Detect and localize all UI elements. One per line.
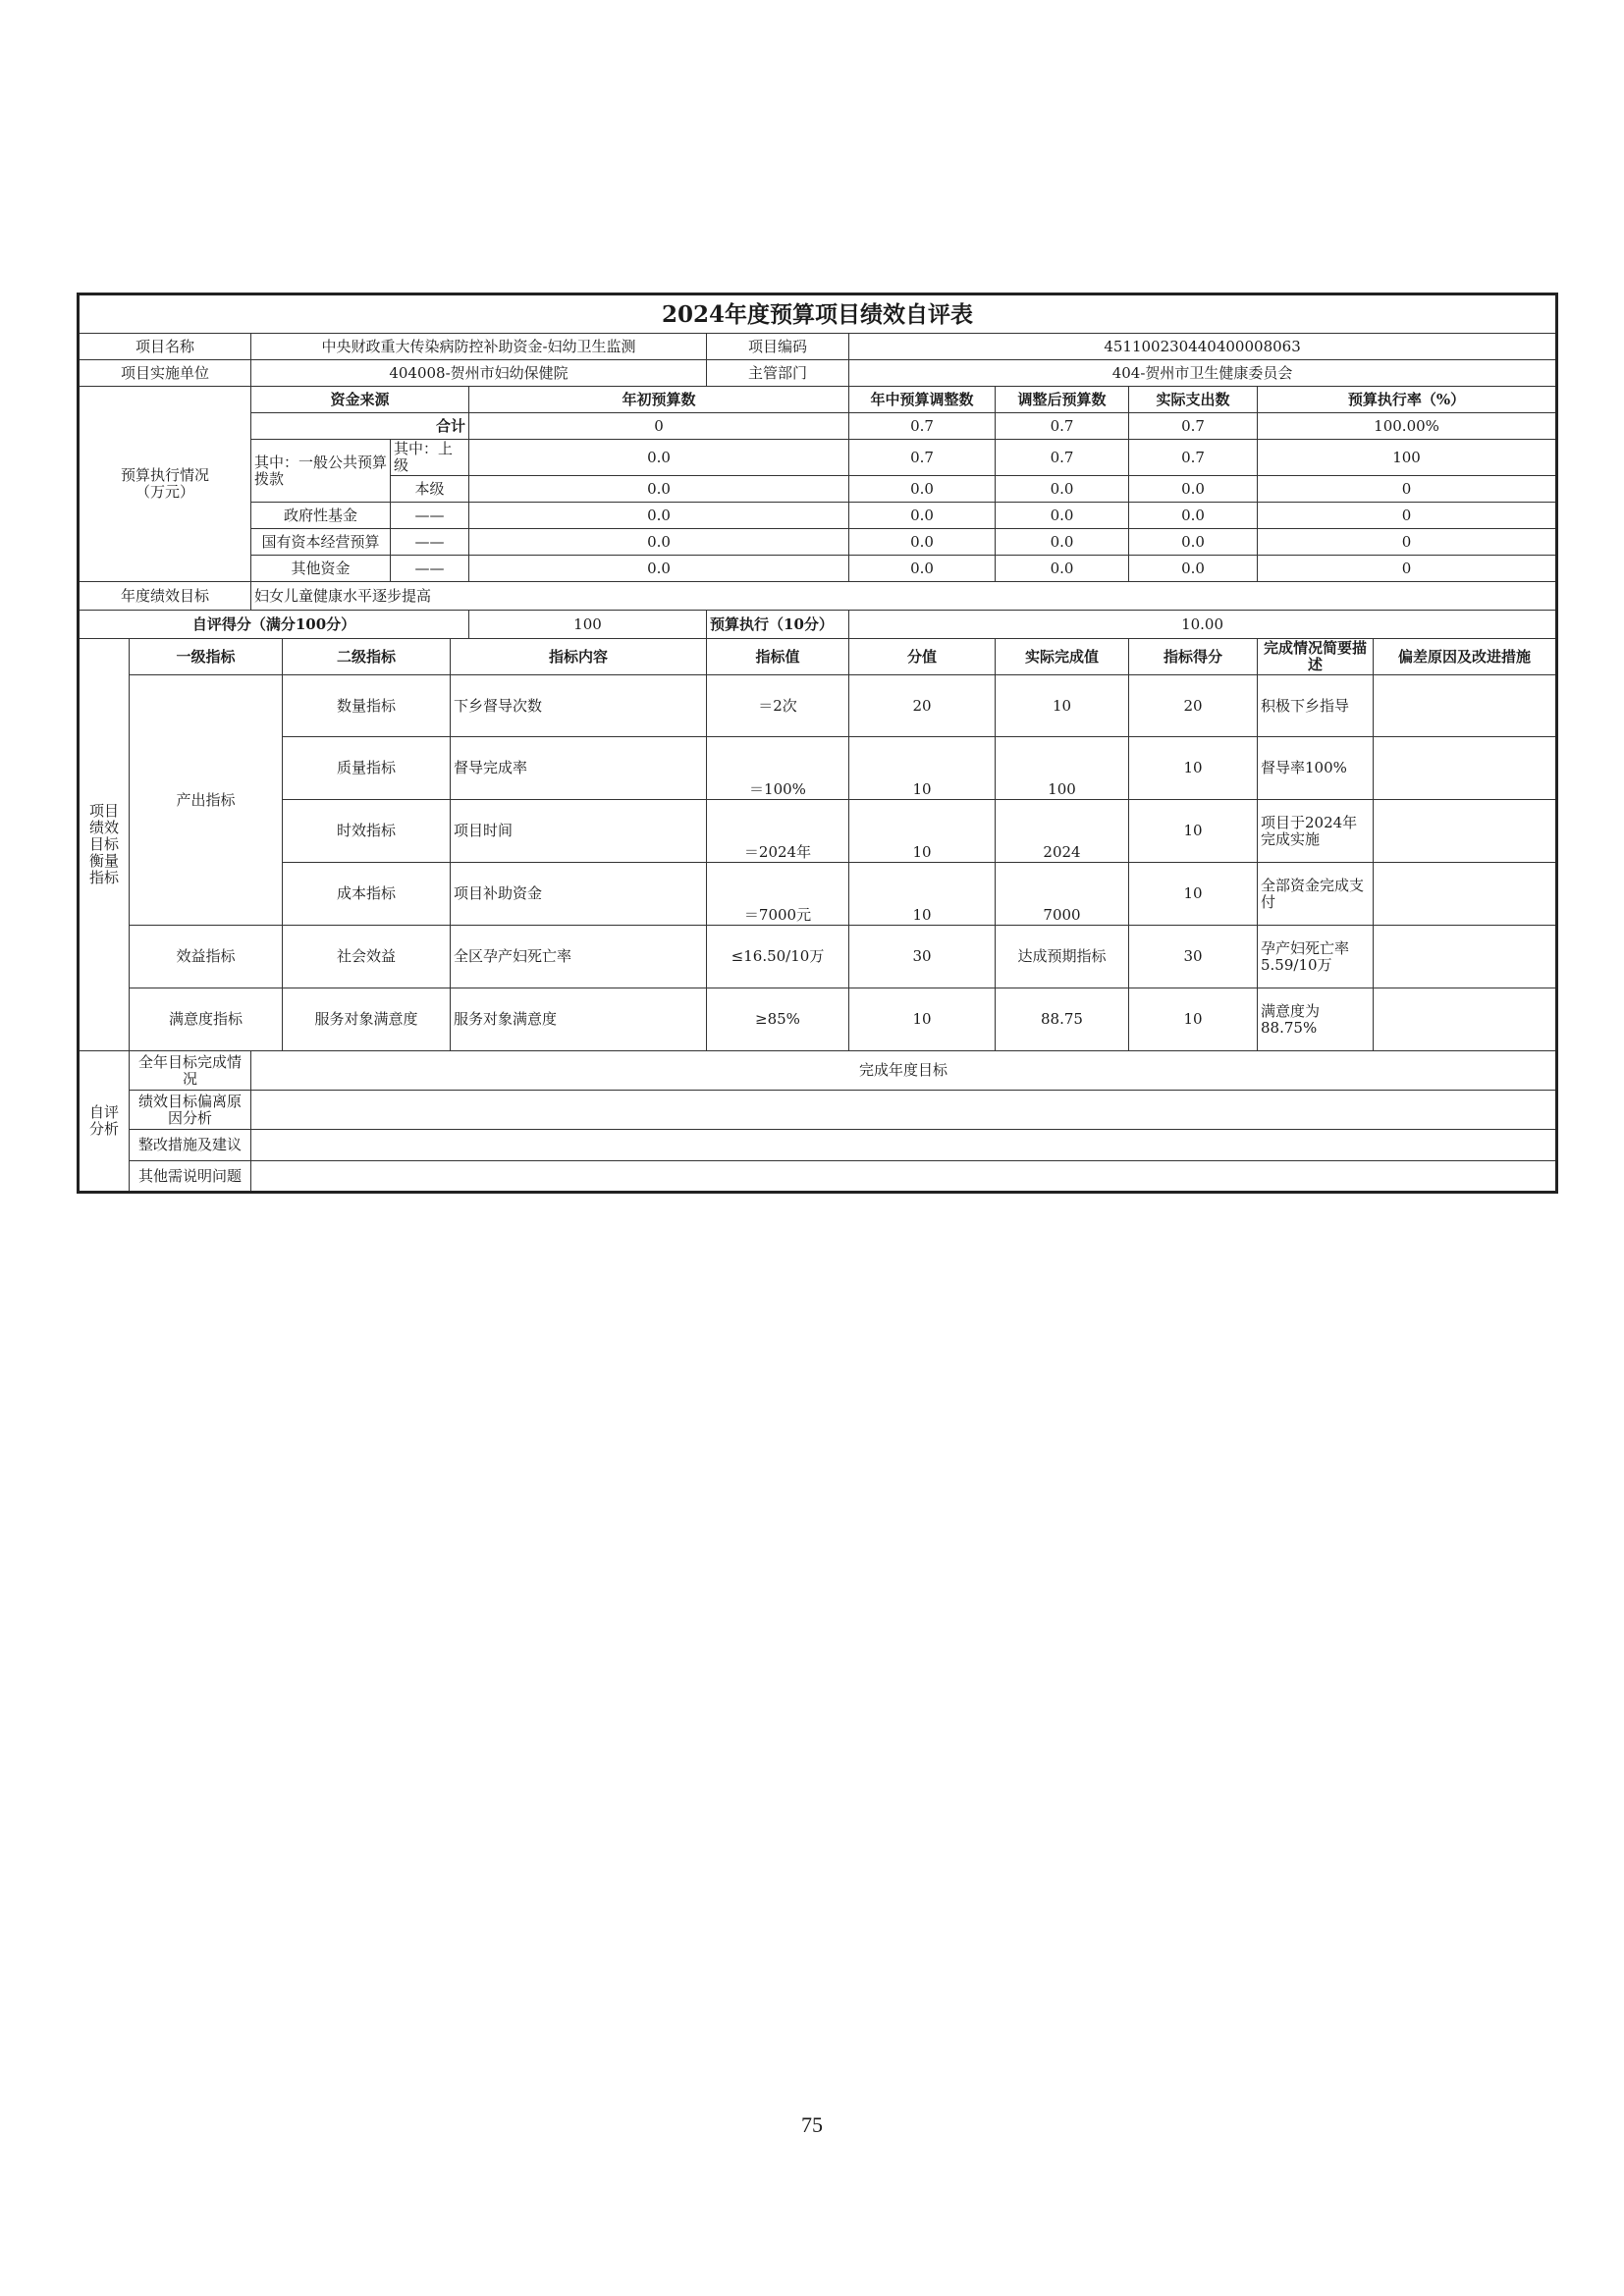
- analysis-row-value: [251, 1091, 1557, 1130]
- budget-total-rate: 100.00%: [1258, 413, 1557, 440]
- budget-header-midyear: 年中预算调整数: [849, 387, 996, 413]
- ind-reason: [1374, 737, 1557, 800]
- budget-total-midyear: 0.7: [849, 413, 996, 440]
- analysis-row-value: [251, 1161, 1557, 1193]
- ind-score: 10: [1129, 800, 1258, 863]
- ind-actual: 达成预期指标: [996, 926, 1129, 988]
- ind-target: ＝2024年: [707, 800, 849, 863]
- budget-govfund-adjusted: 0.0: [996, 503, 1129, 529]
- project-unit-label: 项目实施单位: [79, 360, 251, 387]
- budget-govfund-midyear: 0.0: [849, 503, 996, 529]
- ind-target: ＝2次: [707, 675, 849, 737]
- budget-upper-rate: 100: [1258, 440, 1557, 476]
- ind-header-level2: 二级指标: [283, 639, 451, 675]
- budget-header-source: 资金来源: [251, 387, 469, 413]
- budget-general-label: 其中：一般公共预算拨款: [251, 440, 391, 503]
- self-score-label: 自评得分（满分100分）: [79, 611, 469, 639]
- budget-other-adjusted: 0.0: [996, 556, 1129, 582]
- budget-local-adjusted: 0.0: [996, 476, 1129, 503]
- ind-weight: 30: [849, 926, 996, 988]
- project-dept-value: 404-贺州市卫生健康委员会: [849, 360, 1557, 387]
- budget-statecap-rate: 0: [1258, 529, 1557, 556]
- budget-other-initial: 0.0: [469, 556, 849, 582]
- satisfaction-indicator-label: 满意度指标: [130, 988, 283, 1051]
- budget-local-initial: 0.0: [469, 476, 849, 503]
- ind-score: 20: [1129, 675, 1258, 737]
- performance-sheet: [77, 293, 1543, 1194]
- budget-other-dash: ——: [391, 556, 469, 582]
- budget-local-actual: 0.0: [1129, 476, 1258, 503]
- ind-content: 督导完成率: [451, 737, 707, 800]
- analysis-row-value: 完成年度目标: [251, 1051, 1557, 1091]
- ind-desc: 满意度为88.75%: [1258, 988, 1374, 1051]
- ind-level2: 服务对象满意度: [283, 988, 451, 1051]
- ind-score: 10: [1129, 863, 1258, 926]
- ind-header-level1: 一级指标: [130, 639, 283, 675]
- budget-section-label: 预算执行情况 （万元）: [79, 387, 251, 582]
- analysis-row-label: 绩效目标偏离原因分析: [130, 1091, 251, 1130]
- ind-reason: [1374, 988, 1557, 1051]
- ind-target: ＝7000元: [707, 863, 849, 926]
- project-code-value: 451100230440400008063: [849, 334, 1557, 360]
- budget-local-midyear: 0.0: [849, 476, 996, 503]
- budget-statecap-initial: 0.0: [469, 529, 849, 556]
- ind-target: ≥85%: [707, 988, 849, 1051]
- ind-content: 服务对象满意度: [451, 988, 707, 1051]
- budget-govfund-initial: 0.0: [469, 503, 849, 529]
- analysis-row-label: 其他需说明问题: [130, 1161, 251, 1193]
- ind-score: 10: [1129, 988, 1258, 1051]
- sheet-title: 2024年度预算项目绩效自评表: [79, 294, 1557, 334]
- analysis-row-value: [251, 1130, 1557, 1161]
- ind-level2: 社会效益: [283, 926, 451, 988]
- exec-score-value: 10.00: [849, 611, 1557, 639]
- budget-upper-midyear: 0.7: [849, 440, 996, 476]
- budget-total-label: 合计: [251, 413, 469, 440]
- budget-header-initial: 年初预算数: [469, 387, 849, 413]
- annual-goal-label: 年度绩效目标: [79, 582, 251, 611]
- ind-weight: 20: [849, 675, 996, 737]
- ind-header-reason: 偏差原因及改进措施: [1374, 639, 1557, 675]
- benefit-indicator-label: 效益指标: [130, 926, 283, 988]
- annual-goal-value: 妇女儿童健康水平逐步提高: [251, 582, 1557, 611]
- ind-header-content: 指标内容: [451, 639, 707, 675]
- budget-other-actual: 0.0: [1129, 556, 1258, 582]
- ind-desc: 积极下乡指导: [1258, 675, 1374, 737]
- ind-desc: 孕产妇死亡率5.59/10万: [1258, 926, 1374, 988]
- ind-header-weight: 分值: [849, 639, 996, 675]
- ind-level2: 成本指标: [283, 863, 451, 926]
- ind-actual: 100: [996, 737, 1129, 800]
- ind-actual: 10: [996, 675, 1129, 737]
- budget-local-label: 本级: [391, 476, 469, 503]
- ind-weight: 10: [849, 737, 996, 800]
- analysis-row-label: 整改措施及建议: [130, 1130, 251, 1161]
- ind-reason: [1374, 863, 1557, 926]
- budget-upper-adjusted: 0.7: [996, 440, 1129, 476]
- ind-desc: 全部资金完成支付: [1258, 863, 1374, 926]
- evaluation-table: [77, 293, 1558, 1194]
- budget-other-rate: 0: [1258, 556, 1557, 582]
- ind-desc: 项目于2024年完成实施: [1258, 800, 1374, 863]
- ind-header-desc: 完成情况简要描述: [1258, 639, 1374, 675]
- project-dept-label: 主管部门: [707, 360, 849, 387]
- ind-reason: [1374, 926, 1557, 988]
- ind-level2: 时效指标: [283, 800, 451, 863]
- budget-header-adjusted: 调整后预算数: [996, 387, 1129, 413]
- ind-desc: 督导率100%: [1258, 737, 1374, 800]
- ind-content: 项目时间: [451, 800, 707, 863]
- budget-total-actual: 0.7: [1129, 413, 1258, 440]
- ind-actual: 7000: [996, 863, 1129, 926]
- budget-statecap-dash: ——: [391, 529, 469, 556]
- budget-header-rate: 预算执行率（%）: [1258, 387, 1557, 413]
- budget-govfund-rate: 0: [1258, 503, 1557, 529]
- budget-govfund-label: 政府性基金: [251, 503, 391, 529]
- output-indicator-label: 产出指标: [130, 675, 283, 926]
- ind-target: ＝100%: [707, 737, 849, 800]
- ind-level2: 质量指标: [283, 737, 451, 800]
- ind-score: 10: [1129, 737, 1258, 800]
- exec-score-label: 预算执行（10分）: [707, 611, 849, 639]
- self-analysis-label: 自评分析: [79, 1051, 130, 1193]
- budget-upper-actual: 0.7: [1129, 440, 1258, 476]
- indicators-section-label: 项目绩效目标衡量指标: [79, 639, 130, 1051]
- budget-govfund-dash: ——: [391, 503, 469, 529]
- project-unit-value: 404008-贺州市妇幼保健院: [251, 360, 707, 387]
- ind-actual: 88.75: [996, 988, 1129, 1051]
- project-name-label: 项目名称: [79, 334, 251, 360]
- ind-actual: 2024: [996, 800, 1129, 863]
- ind-weight: 10: [849, 863, 996, 926]
- ind-header-target: 指标值: [707, 639, 849, 675]
- ind-level2: 数量指标: [283, 675, 451, 737]
- ind-weight: 10: [849, 800, 996, 863]
- ind-target: ≤16.50/10万: [707, 926, 849, 988]
- ind-weight: 10: [849, 988, 996, 1051]
- project-name-value: 中央财政重大传染病防控补助资金-妇幼卫生监测: [251, 334, 707, 360]
- budget-other-label: 其他资金: [251, 556, 391, 582]
- ind-content: 项目补助资金: [451, 863, 707, 926]
- ind-content: 全区孕产妇死亡率: [451, 926, 707, 988]
- ind-reason: [1374, 675, 1557, 737]
- analysis-row-label: 全年目标完成情况: [130, 1051, 251, 1091]
- project-code-label: 项目编码: [707, 334, 849, 360]
- budget-statecap-actual: 0.0: [1129, 529, 1258, 556]
- budget-govfund-actual: 0.0: [1129, 503, 1258, 529]
- budget-statecap-label: 国有资本经营预算: [251, 529, 391, 556]
- budget-total-adjusted: 0.7: [996, 413, 1129, 440]
- ind-score: 30: [1129, 926, 1258, 988]
- budget-local-rate: 0: [1258, 476, 1557, 503]
- self-score-value: 100: [469, 611, 707, 639]
- budget-upper-label: 其中：上级: [391, 440, 469, 476]
- ind-header-score: 指标得分: [1129, 639, 1258, 675]
- budget-upper-initial: 0.0: [469, 440, 849, 476]
- ind-reason: [1374, 800, 1557, 863]
- ind-header-actual: 实际完成值: [996, 639, 1129, 675]
- budget-other-midyear: 0.0: [849, 556, 996, 582]
- budget-total-initial: 0: [469, 413, 849, 440]
- budget-statecap-midyear: 0.0: [849, 529, 996, 556]
- page-number: 75: [801, 2112, 823, 2137]
- budget-header-actual: 实际支出数: [1129, 387, 1258, 413]
- ind-content: 下乡督导次数: [451, 675, 707, 737]
- budget-statecap-adjusted: 0.0: [996, 529, 1129, 556]
